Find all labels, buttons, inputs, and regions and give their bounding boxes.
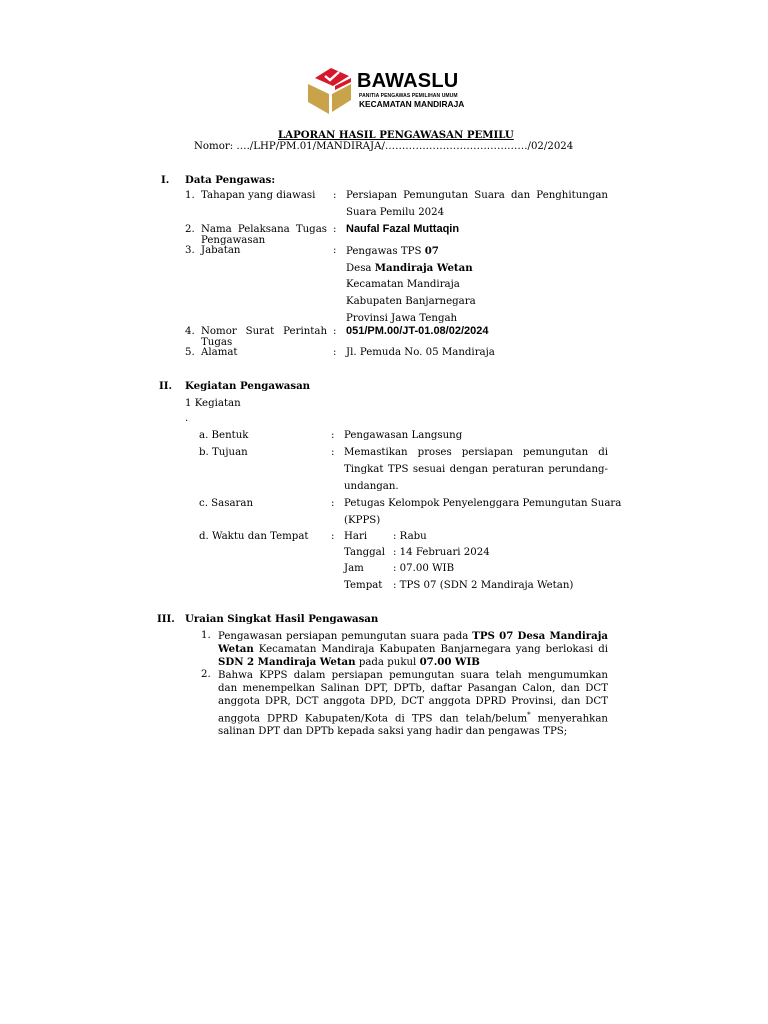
item-number: 1.: [185, 190, 195, 201]
jabatan-provinsi: Provinsi Jawa Tengah: [346, 313, 458, 324]
text: pada pukul: [355, 657, 420, 668]
row-colon: :: [331, 531, 335, 542]
item-colon: :: [333, 190, 337, 201]
item-value-continued: Suara Pemilu 2024: [346, 207, 445, 218]
item-colon: :: [333, 326, 337, 337]
logo-subtitle: PANITIA PENGAWAS PEMILIHAN UMUM: [359, 93, 458, 99]
document-title: LAPORAN HASIL PENGAWASAN PEMILU: [278, 129, 514, 141]
row-value: Memastikan proses persiapan pemungutan di: [344, 447, 608, 458]
tps-location: TPS 07 Desa Mandiraja Wetan: [218, 630, 608, 655]
item-value: Persiapan Pemungutan Suara dan Penghitungan: [346, 190, 608, 201]
item-number: 2.: [185, 224, 195, 235]
desa-name: Mandiraja Wetan: [374, 262, 473, 274]
row-value-continued: Tingkat TPS sesuai dengan peraturan perundang-: [344, 464, 608, 475]
waktu-value: : TPS 07 (SDN 2 Mandiraja Wetan): [393, 580, 574, 591]
jabatan-kecamatan: Kecamatan Mandiraja: [346, 279, 460, 290]
time: 07.00 WIB: [419, 656, 480, 668]
row-colon: :: [331, 447, 335, 458]
item-value: Jl. Pemuda No. 05 Mandiraja: [346, 347, 495, 358]
kegiatan-dot: .: [185, 413, 189, 424]
waktu-value: : Rabu: [393, 531, 427, 542]
bawaslu-emblem-icon: [305, 64, 357, 116]
row-value-continued: undangan.: [344, 481, 399, 492]
waktu-value: : 07.00 WIB: [393, 563, 455, 574]
item-colon: :: [333, 245, 337, 256]
item-label: Nama Pelaksana Tugas: [201, 224, 327, 235]
logo-district: KECAMATAN MANDIRAJA: [359, 99, 465, 109]
waktu-key: Hari: [344, 531, 368, 542]
row-value: Pengawasan Langsung: [344, 430, 463, 441]
sdn-location: SDN 2 Mandiraja Wetan: [218, 656, 356, 668]
item-number: 5.: [185, 347, 195, 358]
item-label: Tahapan yang diawasi: [201, 190, 316, 201]
waktu-value: : 14 Februari 2024: [393, 547, 490, 558]
item-label-continued: Pengawasan: [201, 235, 266, 246]
row-colon: :: [331, 430, 335, 441]
section-2-title: Kegiatan Pengawasan: [185, 380, 311, 392]
text: Kecamatan Mandiraja Kabupaten Banjarnegara yang berlokasi di: [253, 644, 608, 655]
surat-number: 051/PM.00/JT-01.08/02/2024: [346, 325, 489, 337]
paragraph-number: 2.: [201, 669, 211, 680]
footnote-mark: *: [527, 710, 531, 719]
section-1-number: I.: [161, 174, 170, 186]
text: menyerahkan salinan DPT dan DPTb kepada saksi yang hadir dan pengawas TPS;: [218, 713, 608, 738]
waktu-key: Tanggal: [344, 547, 386, 558]
text: Pengawasan persiapan pemungutan suara pada: [218, 631, 473, 642]
kegiatan-label: 1 Kegiatan: [185, 398, 241, 409]
uraian-paragraph-1: [218, 630, 608, 669]
row-label: d. Waktu dan Tempat: [199, 531, 309, 542]
item-label: Alamat: [201, 347, 238, 358]
item-label: Nomor Surat Perintah: [201, 326, 327, 337]
row-value-continued: (KPPS): [344, 515, 381, 526]
item-number: 3.: [185, 245, 195, 256]
row-colon: :: [331, 498, 335, 509]
pengawas-name: Naufal Fazal Muttaqin: [346, 223, 460, 235]
row-label: c. Sasaran: [199, 498, 254, 509]
waktu-key: Jam: [344, 563, 364, 574]
row-label: a. Bentuk: [199, 430, 249, 441]
jabatan-kabupaten: Kabupaten Banjarnegara: [346, 296, 476, 307]
section-2-number: II.: [159, 380, 173, 392]
document-number: Nomor: …./LHP/PM.01/MANDIRAJA/……………………………………/02/2024: [194, 141, 574, 152]
tps-number: 07: [424, 245, 439, 257]
desa-prefix: Desa: [346, 263, 375, 274]
text: Bahwa KPPS dalam persiapan pemungutan suara telah mengumumkan dan menempelkan Salinan DPT, DPTb, daftar Pasangan Calon, dan DCT anggota DPR, DCT anggota DPD, DCT anggota DPRD Provinsi, dan DCT anggota DPRD Kabupaten/Kota di TPS dan telah/belum: [218, 670, 608, 724]
paragraph-number: 1.: [201, 630, 211, 641]
waktu-key: Tempat: [344, 580, 383, 591]
logo-name: BAWASLU: [357, 70, 459, 92]
section-3-number: III.: [157, 613, 175, 625]
item-label-continued: Tugas: [201, 337, 233, 348]
bawaslu-logo: [305, 64, 465, 116]
section-3-title: Uraian Singkat Hasil Pengawasan: [185, 613, 379, 625]
section-1-title: Data Pengawas:: [185, 174, 276, 186]
tps-prefix: Pengawas TPS: [346, 246, 425, 257]
item-label: Jabatan: [201, 245, 241, 256]
item-colon: :: [333, 224, 337, 235]
uraian-paragraph-2: [218, 669, 608, 738]
row-value: Petugas Kelompok Penyelenggara Pemungutan Suara: [344, 498, 622, 509]
jabatan-desa: [346, 262, 473, 274]
item-number: 4.: [185, 326, 195, 337]
jabatan-tps: [346, 245, 439, 257]
item-colon: :: [333, 347, 337, 358]
row-label: b. Tujuan: [199, 447, 248, 458]
